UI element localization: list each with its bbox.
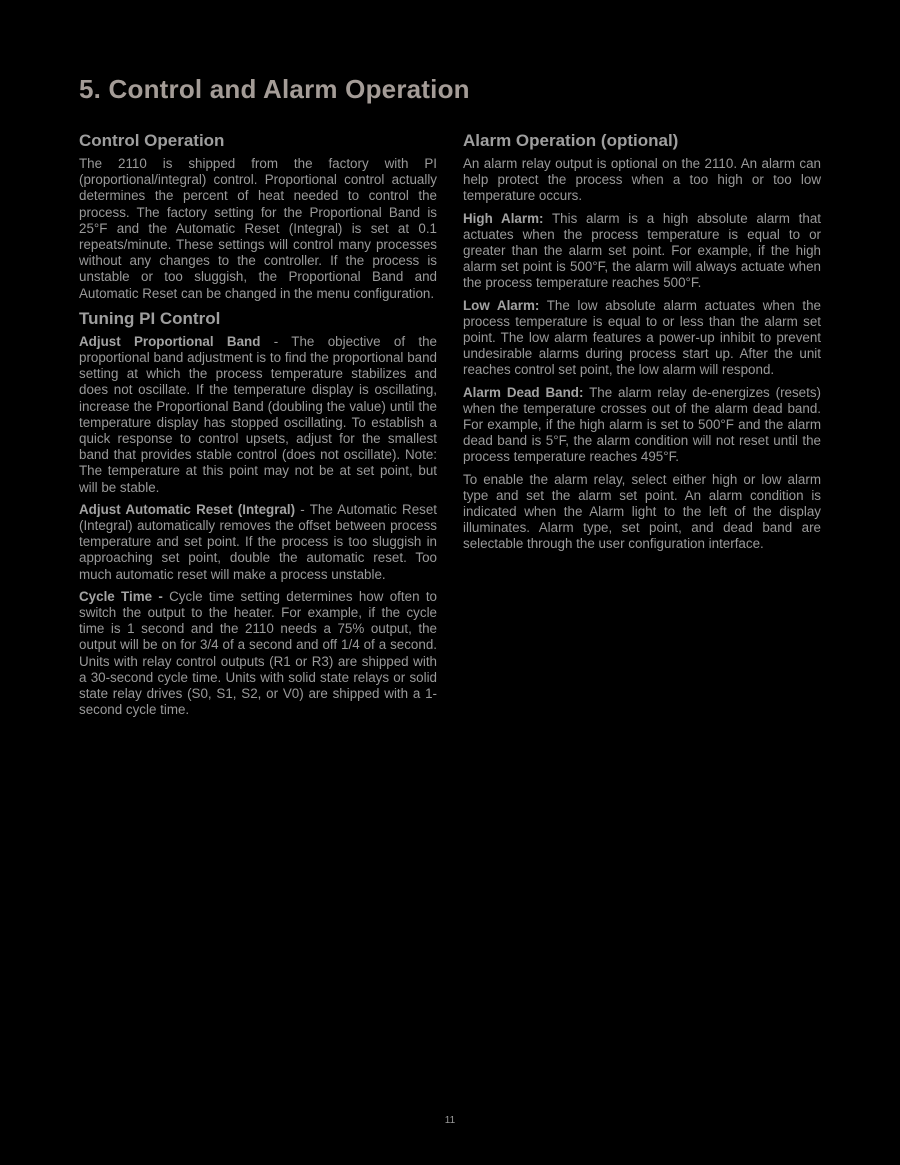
cycle-time-paragraph — [79, 589, 437, 719]
low-alarm-lead: Low Alarm: — [463, 297, 540, 313]
low-alarm-text: The low absolute alarm actuates when the process temperature is equal to or less than the alarm set point. The low alarm features a power-up inhibit to prevent undesirable alarms during process start up. After the unit reaches control set point, the low alarm will respond. — [463, 297, 821, 378]
alarm-dead-band-text: The alarm relay de-energizes (resets) when the temperature crosses out of the alarm dead band. For example, if the high alarm is set to 500°F and the alarm dead band is 5°F, the alarm condition will not reset until the process temperature reaches 495°F. — [463, 384, 821, 465]
left-column — [79, 130, 437, 725]
page-title: 5. Control and Alarm Operation — [79, 74, 470, 104]
high-alarm-text: This alarm is a high absolute alarm that actuates when the process temperature is equal to or greater than the alarm set point. For example, if the high alarm set point is 500°F, the alarm will always actuate when the process temperature reaches 500°F. — [463, 210, 821, 291]
proportional-band-text: - The objective of the proportional band adjustment is to find the proportional band setting at which the process temperature stabilizes and does not oscillate. If the temperature display is oscillating, increase the Proportional Band (doubling the value) until the temperature display has stopped oscillating. To establish a quick response to control upsets, adjust for the smallest band that provides stable control (does not oscillate). Note: The temperature at this point may not be at set point, but will be stable. — [79, 333, 438, 495]
control-operation-body: The 2110 is shipped from the factory with PI (proportional/integral) control. Proportional control actually determines the percent of heat needed to control the process. The factory setting for the Proportional Band is 25°F and the Automatic Reset (Integral) is set at 0.1 repeats/minute. These settings will control many processes without any changes to the controller. If the process is unstable or too sluggish, the Proportional Band and Automatic Reset can be changed in the menu configuration. — [79, 156, 437, 301]
automatic-reset-paragraph — [79, 502, 437, 583]
right-column — [463, 130, 821, 559]
automatic-reset-text: - The Automatic Reset (Integral) automatically removes the offset between process temperature and set point. If the process is too sluggish in approaching set point, double the automatic reset. Too much automatic reset will make a process unstable. — [79, 501, 437, 582]
alarm-intro-paragraph: An alarm relay output is optional on the 2110. An alarm can help protect the process when a too high or too low temperature occurs. — [463, 156, 821, 204]
low-alarm-paragraph — [463, 298, 821, 379]
page-number: 11 — [444, 1115, 456, 1126]
automatic-reset-lead: Adjust Automatic Reset (Integral) — [79, 501, 296, 517]
proportional-band-paragraph — [79, 334, 437, 496]
cycle-time-text: Cycle time setting determines how often to switch the output to the heater. For example, if the cycle time is 1 second and the 2110 needs a 75% output, the output will be on for 3/4 of a second and off 1/4 of a second. Units with relay control outputs (R1 or R3) are shipped with a 30-second cycle time. Units with solid state relays or solid state relay drives (S0, S1, S2, or V0) are shipped with a 1-second cycle time. — [79, 588, 437, 718]
alarm-operation-heading: Alarm Operation (optional) — [463, 131, 679, 150]
tuning-pi-control-heading: Tuning PI Control — [79, 308, 221, 328]
control-operation-heading: Control Operation — [79, 131, 225, 150]
high-alarm-paragraph — [463, 211, 821, 292]
alarm-closing-paragraph: To enable the alarm relay, select either high or low alarm type and set the alarm set point. An alarm condition is indicated when the Alarm light to the left of the display illuminates. Alarm type, set point, and dead band are selectable through the user configuration interface. — [463, 471, 821, 552]
alarm-dead-band-paragraph — [463, 385, 821, 466]
alarm-dead-band-lead: Alarm Dead Band: — [463, 384, 584, 400]
high-alarm-lead: High Alarm: — [463, 210, 544, 226]
cycle-time-lead: Cycle Time - — [79, 588, 163, 604]
proportional-band-lead: Adjust Proportional Band — [79, 333, 261, 349]
